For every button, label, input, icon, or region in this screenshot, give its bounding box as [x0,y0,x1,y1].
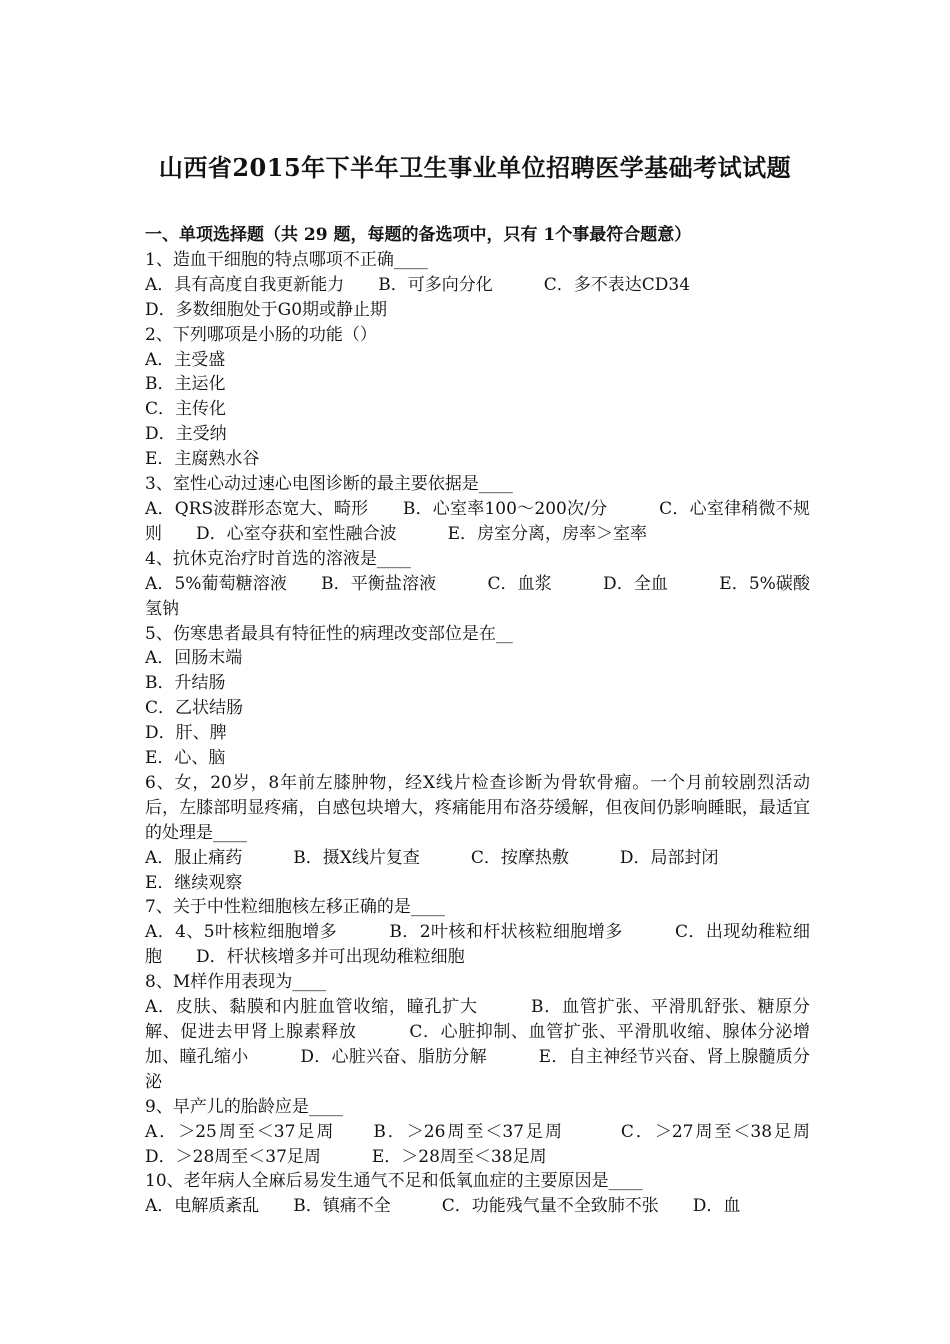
question-option: D．多数细胞处于G0期或静止期 [145,299,388,320]
question-option: A．回肠末端 [145,648,243,669]
question-option: D．主受纳 [145,424,227,445]
question-option: D．肝、脾 [145,723,227,744]
question-2 [145,323,810,472]
question-option: A．QRS波群形态宽大、畸形 B．心室率100～200次/分 C．心室律稍微不规则 D．心室夺获和室性融合波 E．房室分离，房率＞室率 [145,498,810,544]
question-text: 10、老年病人全麻后易发生通气不足和低氧血症的主要原因是____ [145,1171,643,1192]
question-3 [145,472,810,547]
question-option: E．继续观察 [145,872,243,893]
document-body [145,223,844,1219]
document-title: 山西省2015年下半年卫生事业单位招聘医学基础考试试题 [158,153,792,182]
question-option: A．皮肤、黏膜和内脏血管收缩，瞳孔扩大 B．血管扩张、平滑肌舒张、糖原分解、促进去甲肾上腺素释放 C．心脏抑制、血管扩张、平滑肌收缩、腺体分泌增加、瞳孔缩小 D．心脏兴奋、脂肪分解 E．自主神经节兴奋、肾上腺髓质分泌 [145,997,810,1092]
question-text: 1、造血干细胞的特点哪项不正确____ [145,249,428,270]
question-5 [145,622,810,771]
question-text: 4、抗休克治疗时首选的溶液是____ [145,548,411,569]
question-option: A．具有高度自我更新能力 B．可多向分化 C．多不表达CD34 [145,274,691,295]
question-option: A．＞25周至＜37足周 B．＞26周至＜37足周 C．＞27周至＜38足周 D．＞28周至＜37足周 E．＞28周至＜38足周 [145,1121,844,1167]
question-10 [145,1169,810,1219]
question-text: 8、M样作用表现为____ [145,972,327,993]
question-option: E．心、脑 [145,748,226,769]
question-6 [145,771,810,896]
question-text: 3、室性心动过速心电图诊断的最主要依据是____ [145,474,513,495]
question-option: A．5%葡萄糖溶液 B．平衡盐溶液 C．血浆 D．全血 E．5%碳酸氢钠 [145,573,810,619]
question-option: A．服止痛药 B．摄X线片复查 C．按摩热敷 D．局部封闭 [145,847,719,868]
question-text: 6、女，20岁，8年前左膝肿物，经X线片检查诊断为骨软骨瘤。一个月前较剧烈活动后，左膝部明显疼痛，自感包块增大，疼痛能用布洛芬缓解，但夜间仍影响睡眠，最适宜的处理是____ [145,772,810,843]
question-option: B．主运化 [145,374,226,395]
question-9 [145,1095,844,1170]
question-4 [145,547,810,622]
question-8 [145,970,810,1095]
question-option: A．电解质紊乱 B．镇痛不全 C．功能残气量不全致肺不张 D．血 [145,1196,741,1217]
question-7 [145,895,810,970]
question-text: 9、早产儿的胎龄应是____ [145,1096,343,1117]
question-option: B．升结肠 [145,673,226,694]
question-option: C．乙状结肠 [145,698,244,719]
question-option: A．4、5叶核粒细胞增多 B．2叶核和杆状核粒细胞增多 C．出现幼稚粒细胞 D．杆状核增多并可出现幼稚粒细胞 [145,922,810,968]
question-text: 5、伤寒患者最具有特征性的病理改变部位是在__ [145,623,513,644]
question-text: 7、关于中性粒细胞核左移正确的是____ [145,897,445,918]
question-option: A．主受盛 [145,349,226,370]
question-1 [145,248,810,323]
question-option: E．主腐熟水谷 [145,449,260,470]
section-heading: 一、单项选择题（共 29 题，每题的备选项中，只有 1个事最符合题意） [145,225,692,245]
question-option: C．主传化 [145,399,227,420]
question-text: 2、下列哪项是小肠的功能（） [145,324,377,345]
